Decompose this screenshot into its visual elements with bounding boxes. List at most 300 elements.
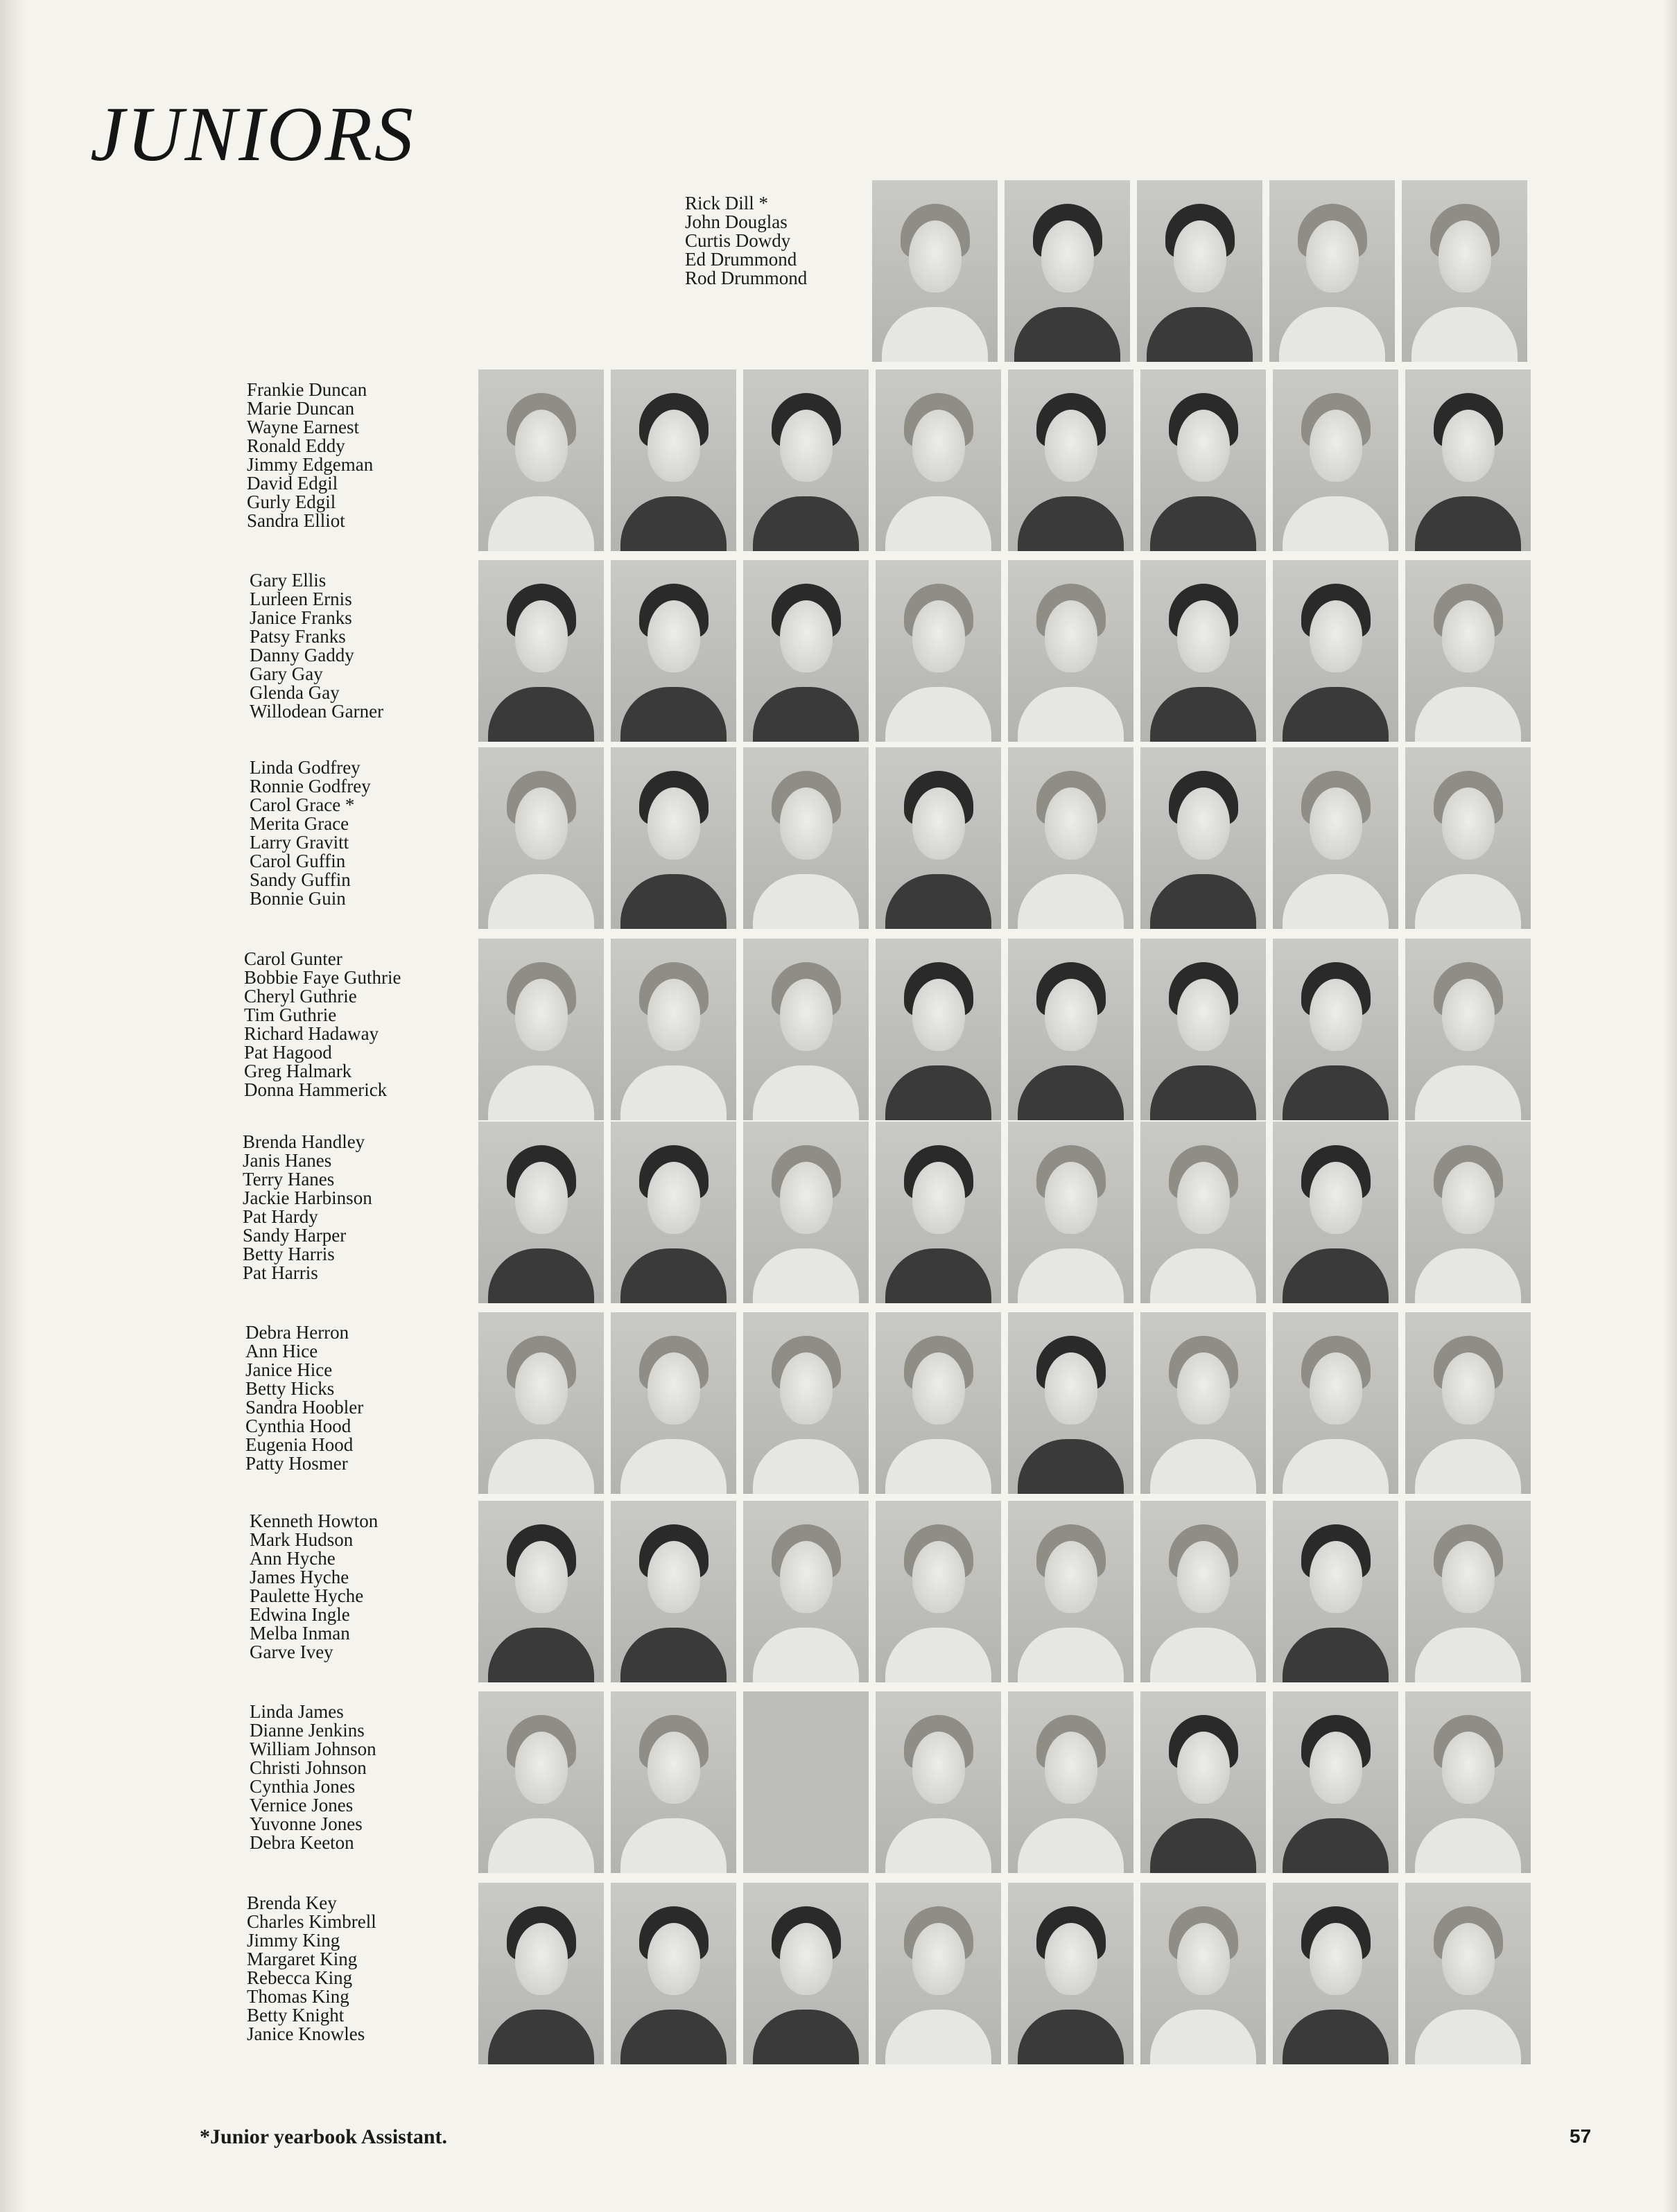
student-portrait — [1008, 560, 1133, 742]
student-name: Jimmy King — [247, 1930, 340, 1951]
student-portrait — [872, 180, 998, 362]
student-portrait — [743, 1312, 869, 1494]
portrait-face — [1310, 1352, 1362, 1425]
student-portrait — [611, 560, 736, 742]
portrait-face — [1045, 600, 1097, 672]
student-portrait — [1008, 369, 1133, 551]
portrait-face — [1442, 410, 1495, 482]
student-portrait — [1273, 1122, 1398, 1303]
student-portrait — [478, 1312, 604, 1494]
student-portrait — [611, 1691, 736, 1873]
student-portrait — [1140, 1312, 1266, 1494]
student-name: Kenneth Howton — [250, 1510, 379, 1531]
portrait-face — [909, 220, 962, 293]
student-portrait — [1273, 560, 1398, 742]
portrait-shoulders — [1150, 1818, 1255, 1873]
portrait-shoulders — [1150, 1439, 1255, 1494]
portrait-face — [648, 1923, 700, 1995]
portrait-shoulders — [1283, 496, 1388, 551]
student-name: Pat Hagood — [244, 1042, 332, 1063]
photo-row — [478, 560, 1531, 742]
portrait-shoulders — [488, 1439, 593, 1494]
portrait-shoulders — [753, 1628, 858, 1682]
portrait-face — [1177, 787, 1230, 860]
portrait-shoulders — [1018, 687, 1123, 742]
portrait-face — [912, 1162, 965, 1234]
student-name: Ann Hice — [245, 1341, 318, 1361]
student-portrait — [743, 1883, 869, 2064]
student-name: Ed Drummond — [685, 249, 797, 270]
student-name: Eugenia Hood — [245, 1434, 354, 1455]
student-portrait — [876, 1883, 1001, 2064]
student-portrait — [1405, 1122, 1531, 1303]
student-name: Gary Gay — [250, 663, 323, 684]
student-portrait — [1140, 369, 1266, 551]
portrait-face — [1442, 1162, 1495, 1234]
portrait-face — [912, 1923, 965, 1995]
portrait-shoulders — [753, 2010, 858, 2064]
portrait-face — [648, 1732, 700, 1804]
student-portrait — [611, 1501, 736, 1682]
student-name: Wayne Earnest — [247, 417, 359, 437]
portrait-face — [780, 787, 833, 860]
portrait-shoulders — [1018, 874, 1123, 929]
student-name: Lurleen Ernis — [250, 589, 352, 609]
portrait-face — [1442, 1541, 1495, 1613]
portrait-face — [1310, 787, 1362, 860]
portrait-shoulders — [620, 1248, 726, 1303]
student-name: Donna Hammerick — [244, 1079, 388, 1100]
portrait-shoulders — [1283, 1818, 1388, 1873]
student-portrait — [478, 1122, 604, 1303]
student-name: Cheryl Guthrie — [244, 986, 357, 1007]
portrait-face — [515, 1732, 568, 1804]
student-portrait — [1273, 939, 1398, 1120]
portrait-face — [515, 600, 568, 672]
student-name: Jimmy Edgeman — [247, 454, 374, 475]
name-list — [247, 1894, 376, 2044]
student-name: Charles Kimbrell — [247, 1911, 376, 1932]
portrait-face — [1442, 787, 1495, 860]
portrait-face — [515, 1541, 568, 1613]
student-portrait — [1405, 369, 1531, 551]
portrait-shoulders — [1283, 687, 1388, 742]
portrait-shoulders — [1415, 496, 1520, 551]
student-portrait — [478, 939, 604, 1120]
student-name: Mark Hudson — [250, 1529, 354, 1550]
portrait-face — [1442, 979, 1495, 1051]
portrait-face — [1177, 1732, 1230, 1804]
student-portrait — [743, 747, 869, 929]
student-name: Rod Drummond — [685, 268, 808, 288]
student-portrait — [1273, 1691, 1398, 1873]
student-portrait — [478, 369, 604, 551]
portrait-face — [780, 1923, 833, 1995]
portrait-shoulders — [488, 687, 593, 742]
student-name: Linda Godfrey — [250, 757, 360, 778]
student-portrait — [876, 560, 1001, 742]
student-name: Rick Dill * — [685, 193, 768, 214]
student-name: Sandra Hoobler — [245, 1397, 364, 1418]
student-name: David Edgil — [247, 473, 338, 494]
portrait-face — [1177, 1923, 1230, 1995]
portrait-shoulders — [885, 496, 991, 551]
portrait-face — [1306, 220, 1359, 293]
name-list — [247, 381, 373, 530]
student-name: Carol Grace * — [250, 794, 355, 815]
student-portrait — [611, 747, 736, 929]
student-name: Jackie Harbinson — [243, 1187, 372, 1208]
student-portrait — [611, 1122, 736, 1303]
portrait-shoulders — [1415, 2010, 1520, 2064]
name-list — [685, 194, 807, 288]
student-name: Cynthia Hood — [245, 1416, 351, 1436]
portrait-face — [1045, 787, 1097, 860]
portrait-face — [780, 600, 833, 672]
photo-row — [478, 747, 1531, 929]
student-name: Paulette Hyche — [250, 1585, 364, 1606]
portrait-face — [1310, 979, 1362, 1051]
portrait-shoulders — [885, 1065, 991, 1120]
student-portrait — [1140, 1122, 1266, 1303]
student-portrait — [876, 1122, 1001, 1303]
portrait-shoulders — [1283, 1065, 1388, 1120]
student-name: Gurly Edgil — [247, 491, 336, 512]
student-portrait — [611, 939, 736, 1120]
portrait-face — [912, 1352, 965, 1425]
student-name: Sandy Harper — [243, 1225, 347, 1246]
student-name: Larry Gravitt — [250, 832, 349, 853]
portrait-face — [780, 979, 833, 1051]
portrait-face — [912, 1541, 965, 1613]
portrait-shoulders — [1150, 874, 1255, 929]
portrait-shoulders — [882, 307, 987, 362]
student-name: Sandra Elliot — [247, 510, 345, 531]
portrait-shoulders — [488, 1628, 593, 1682]
student-name: Frankie Duncan — [247, 379, 367, 400]
student-name: Janice Knowles — [247, 2023, 365, 2044]
photo-row — [478, 369, 1531, 551]
portrait-shoulders — [885, 2010, 991, 2064]
student-name: Ronald Eddy — [247, 435, 345, 456]
portrait-shoulders — [1415, 687, 1520, 742]
student-portrait — [876, 1691, 1001, 1873]
portrait-shoulders — [885, 1818, 991, 1873]
portrait-shoulders — [1415, 874, 1520, 929]
student-name: Glenda Gay — [250, 682, 340, 703]
student-portrait — [1140, 939, 1266, 1120]
portrait-shoulders — [1283, 874, 1388, 929]
portrait-shoulders — [1150, 1065, 1255, 1120]
portrait-face — [1045, 410, 1097, 482]
student-name: Debra Herron — [245, 1322, 349, 1343]
portrait-shoulders — [1150, 2010, 1255, 2064]
student-portrait — [1273, 747, 1398, 929]
student-name: Patty Hosmer — [245, 1453, 348, 1474]
portrait-face — [515, 979, 568, 1051]
student-portrait — [478, 560, 604, 742]
portrait-face — [648, 1162, 700, 1234]
student-name: Pat Harris — [243, 1262, 318, 1283]
student-portrait — [743, 1501, 869, 1682]
portrait-face — [1045, 1923, 1097, 1995]
page-binding-edge — [0, 0, 28, 2212]
student-portrait — [611, 369, 736, 551]
student-name: Yuvonne Jones — [250, 1813, 363, 1834]
student-portrait — [876, 1501, 1001, 1682]
portrait-shoulders — [620, 2010, 726, 2064]
portrait-shoulders — [1283, 2010, 1388, 2064]
photo-row — [478, 1501, 1531, 1682]
student-portrait — [1405, 939, 1531, 1120]
student-portrait — [1008, 1501, 1133, 1682]
portrait-face — [1045, 1732, 1097, 1804]
student-name: Janice Hice — [245, 1359, 333, 1380]
student-name: Ronnie Godfrey — [250, 776, 371, 796]
student-name: Brenda Handley — [243, 1131, 365, 1152]
student-portrait — [876, 747, 1001, 929]
student-name: Rebecca King — [247, 1967, 353, 1988]
student-portrait — [1269, 180, 1395, 362]
student-portrait — [1008, 747, 1133, 929]
portrait-shoulders — [753, 1439, 858, 1494]
student-portrait — [1137, 180, 1262, 362]
portrait-face — [1310, 600, 1362, 672]
portrait-face — [515, 1162, 568, 1234]
student-name: Terry Hanes — [243, 1169, 335, 1190]
student-portrait — [1405, 1501, 1531, 1682]
portrait-face — [780, 1162, 833, 1234]
student-name: Betty Knight — [247, 2005, 345, 2026]
portrait-face — [1177, 1162, 1230, 1234]
student-portrait — [876, 1312, 1001, 1494]
student-name: Christi Johnson — [250, 1757, 367, 1778]
student-portrait — [1008, 1883, 1133, 2064]
portrait-face — [515, 787, 568, 860]
student-portrait — [1005, 180, 1130, 362]
portrait-face — [1310, 1732, 1362, 1804]
portrait-face — [1442, 1732, 1495, 1804]
portrait-shoulders — [1150, 687, 1255, 742]
portrait-shoulders — [1283, 1248, 1388, 1303]
portrait-shoulders — [1018, 496, 1123, 551]
student-name: Curtis Dowdy — [685, 230, 791, 251]
student-name: Pat Hardy — [243, 1206, 318, 1227]
portrait-shoulders — [620, 1439, 726, 1494]
portrait-face — [515, 1923, 568, 1995]
portrait-face — [1442, 1352, 1495, 1425]
student-portrait — [1273, 369, 1398, 551]
photo-row — [478, 1883, 1531, 2064]
student-name: Gary Ellis — [250, 570, 327, 591]
student-name: Thomas King — [247, 1986, 349, 2007]
portrait-face — [780, 1541, 833, 1613]
portrait-shoulders — [885, 1248, 991, 1303]
portrait-shoulders — [1018, 1065, 1123, 1120]
portrait-shoulders — [1150, 1248, 1255, 1303]
name-list — [250, 1702, 376, 1852]
portrait-shoulders — [488, 2010, 593, 2064]
student-portrait — [1140, 1691, 1266, 1873]
student-portrait — [478, 1501, 604, 1682]
portrait-face — [912, 787, 965, 860]
portrait-face — [1310, 1541, 1362, 1613]
portrait-shoulders — [753, 496, 858, 551]
student-name: Tim Guthrie — [244, 1004, 337, 1025]
student-name: Patsy Franks — [250, 626, 346, 647]
student-name: Linda James — [250, 1701, 344, 1722]
portrait-face — [1177, 1541, 1230, 1613]
page-number: 57 — [1570, 2125, 1592, 2147]
portrait-face — [912, 1732, 965, 1804]
portrait-face — [1045, 1352, 1097, 1425]
student-portrait — [876, 939, 1001, 1120]
portrait-shoulders — [1018, 2010, 1123, 2064]
portrait-shoulders — [1415, 1439, 1520, 1494]
name-list — [245, 1323, 363, 1473]
student-name: Betty Hicks — [245, 1378, 335, 1399]
name-list — [250, 1512, 378, 1662]
portrait-face — [648, 1352, 700, 1425]
student-portrait — [1402, 180, 1527, 362]
name-list — [250, 758, 371, 908]
portrait-shoulders — [1018, 1248, 1123, 1303]
student-portrait — [1405, 560, 1531, 742]
student-portrait — [1405, 747, 1531, 929]
student-portrait — [743, 1122, 869, 1303]
student-portrait — [478, 1883, 604, 2064]
portrait-face — [1310, 1923, 1362, 1995]
portrait-face — [1310, 410, 1362, 482]
portrait-face — [515, 1352, 568, 1425]
photo-row — [478, 939, 1531, 1120]
student-name: Brenda Key — [247, 1892, 337, 1913]
portrait-face — [1177, 410, 1230, 482]
student-name: Bobbie Faye Guthrie — [244, 967, 401, 988]
footnote: *Junior yearbook Assistant. — [200, 2125, 448, 2148]
portrait-shoulders — [885, 1439, 991, 1494]
student-name: Betty Harris — [243, 1244, 335, 1264]
portrait-face — [1439, 220, 1491, 293]
name-list — [250, 571, 383, 721]
portrait-shoulders — [1283, 1439, 1388, 1494]
portrait-shoulders — [1411, 307, 1517, 362]
missing-portrait — [743, 1691, 869, 1873]
student-name: Janis Hanes — [243, 1150, 332, 1171]
portrait-shoulders — [620, 1818, 726, 1873]
portrait-shoulders — [488, 1248, 593, 1303]
portrait-shoulders — [1018, 1439, 1123, 1494]
student-name: Margaret King — [247, 1949, 358, 1969]
student-name: Janice Franks — [250, 607, 352, 628]
portrait-face — [1442, 1923, 1495, 1995]
student-name: Danny Gaddy — [250, 645, 354, 665]
student-name: Dianne Jenkins — [250, 1720, 365, 1741]
name-list — [243, 1133, 372, 1282]
student-name: Cynthia Jones — [250, 1776, 356, 1797]
portrait-shoulders — [753, 1065, 858, 1120]
portrait-shoulders — [488, 496, 593, 551]
student-name: Merita Grace — [250, 813, 349, 834]
student-name: Melba Inman — [250, 1623, 350, 1644]
student-name: Vernice Jones — [250, 1795, 354, 1815]
student-portrait — [1008, 1122, 1133, 1303]
student-portrait — [1273, 1501, 1398, 1682]
portrait-shoulders — [1415, 1628, 1520, 1682]
portrait-face — [1174, 220, 1226, 293]
portrait-shoulders — [1415, 1248, 1520, 1303]
student-name: Garve Ivey — [250, 1641, 333, 1662]
portrait-shoulders — [753, 874, 858, 929]
student-portrait — [1140, 747, 1266, 929]
portrait-shoulders — [1279, 307, 1384, 362]
portrait-shoulders — [885, 1628, 991, 1682]
portrait-shoulders — [1147, 307, 1252, 362]
student-name: Edwina Ingle — [250, 1604, 350, 1625]
photo-row — [872, 180, 1527, 362]
portrait-face — [1177, 1352, 1230, 1425]
page-title: JUNIORS — [90, 92, 415, 177]
portrait-shoulders — [885, 687, 991, 742]
photo-row — [478, 1312, 1531, 1494]
student-portrait — [478, 1691, 604, 1873]
portrait-shoulders — [1018, 1628, 1123, 1682]
student-name: Richard Hadaway — [244, 1023, 379, 1044]
portrait-face — [648, 600, 700, 672]
portrait-shoulders — [1150, 1628, 1255, 1682]
student-portrait — [611, 1312, 736, 1494]
student-name: Willodean Garner — [250, 701, 384, 722]
portrait-shoulders — [753, 1248, 858, 1303]
portrait-face — [648, 787, 700, 860]
student-name: John Douglas — [685, 211, 788, 232]
portrait-face — [780, 1352, 833, 1425]
student-portrait — [611, 1883, 736, 2064]
portrait-shoulders — [488, 874, 593, 929]
student-portrait — [1008, 1312, 1133, 1494]
portrait-face — [912, 600, 965, 672]
portrait-shoulders — [488, 1065, 593, 1120]
student-portrait — [1405, 1312, 1531, 1494]
student-name: James Hyche — [250, 1567, 349, 1587]
student-portrait — [743, 369, 869, 551]
portrait-shoulders — [1150, 496, 1255, 551]
student-portrait — [1140, 560, 1266, 742]
student-name: Debra Keeton — [250, 1832, 354, 1853]
portrait-shoulders — [1018, 1818, 1123, 1873]
student-portrait — [1405, 1883, 1531, 2064]
student-portrait — [1273, 1312, 1398, 1494]
student-name: Greg Halmark — [244, 1061, 352, 1081]
student-name: Ann Hyche — [250, 1548, 336, 1569]
student-portrait — [1405, 1691, 1531, 1873]
page-right-edge — [1665, 0, 1677, 2212]
portrait-shoulders — [620, 496, 726, 551]
student-portrait — [743, 560, 869, 742]
student-name: Carol Guffin — [250, 851, 346, 871]
portrait-face — [912, 410, 965, 482]
portrait-shoulders — [753, 687, 858, 742]
portrait-shoulders — [885, 874, 991, 929]
portrait-face — [1045, 979, 1097, 1051]
portrait-shoulders — [620, 1065, 726, 1120]
portrait-face — [1045, 1162, 1097, 1234]
portrait-face — [1177, 979, 1230, 1051]
student-portrait — [478, 747, 604, 929]
portrait-face — [1041, 220, 1094, 293]
student-name: Carol Gunter — [244, 948, 342, 969]
portrait-shoulders — [1283, 1628, 1388, 1682]
